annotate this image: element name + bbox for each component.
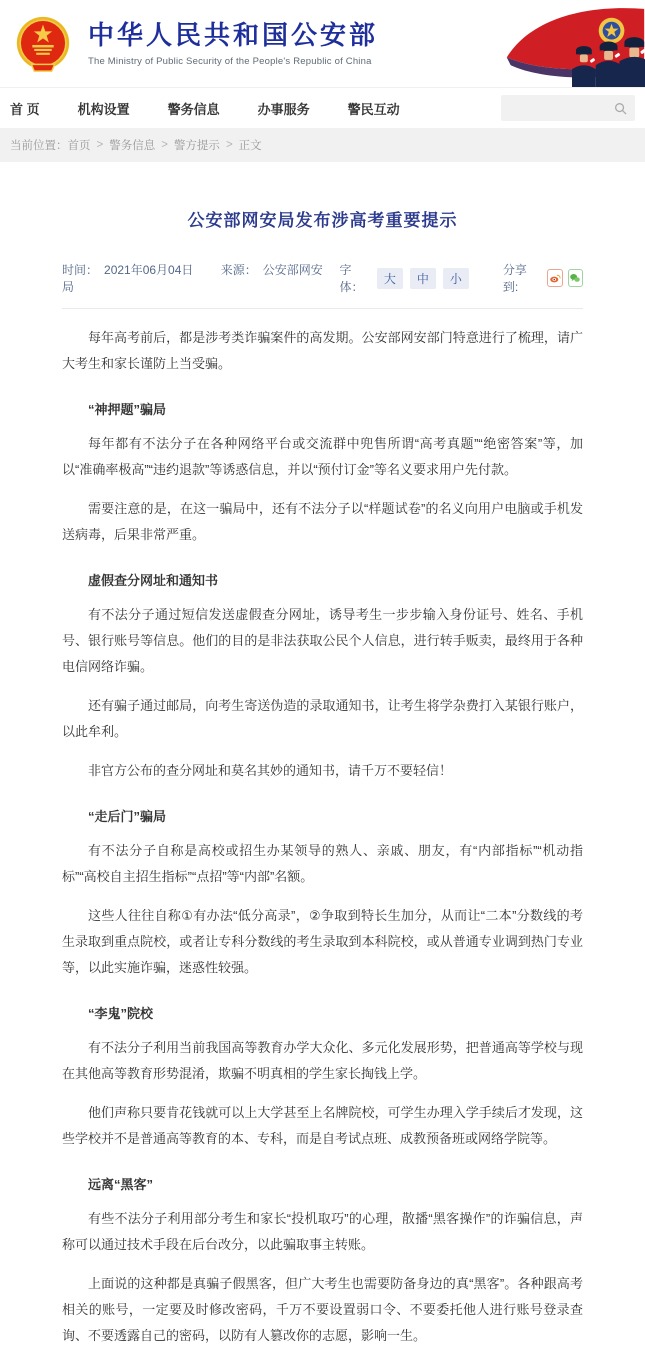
article-paragraph: 还有骗子通过邮局，向考生寄送伪造的录取通知书，让考生将学杂费打入某银行账户，以此牟利。 — [62, 698, 583, 739]
breadcrumb-label: 当前位置： — [10, 140, 68, 152]
section-heading-ligui-schools: “李鬼”院校 — [88, 1006, 154, 1021]
article-title: 公安部网安局发布涉高考重要提示 — [187, 211, 458, 230]
breadcrumb-item-home[interactable]: 首页 — [67, 140, 91, 152]
article-paragraph: 有不法分子通过短信发送虚假查分网址，诱导考生一步步输入身份证号、姓名、手机号、银行账号等信息。他们的目的是非法获取公民个人信息，进行转手贩卖，最终用于各种电信网络诈骗。 — [62, 607, 583, 674]
nav-item-services[interactable]: 办事服务 — [257, 101, 310, 117]
site-title-block — [88, 20, 378, 67]
share-wechat-button[interactable] — [568, 269, 583, 287]
breadcrumb-item-police-info[interactable]: 警务信息 — [109, 140, 156, 152]
article-paragraph: 每年都有不法分子在各种网络平台或交流群中兜售所谓“高考真题”“绝密答案”等，加以“准确率极高”“违约退款”等诱惑信息，并以“预付订金”等名义要求用户先付款。 — [62, 436, 583, 477]
article-meta-left — [62, 261, 340, 295]
article-paragraph: 有不法分子利用当前我国高等教育办学大众化、多元化发展形势，把普通高等学校与现在其他高等教育形势混淆，欺骗不明真相的学生家长掏钱上学。 — [62, 1040, 583, 1081]
breadcrumb — [0, 128, 645, 162]
publish-date: 2021年06月04日 — [104, 263, 194, 277]
site-subtitle: The Ministry of Public Security of the People's Republic of China — [88, 56, 372, 68]
search-icon[interactable] — [614, 102, 627, 115]
section-heading-hackers: 远离“黑客” — [88, 1177, 154, 1192]
breadcrumb-separator: > — [96, 139, 104, 151]
wechat-icon — [569, 272, 581, 284]
source-value: 公安部网安局 — [62, 263, 323, 294]
section-heading-backdoor: “走后门”骗局 — [88, 809, 167, 824]
font-size-label: 字体： — [339, 263, 364, 294]
site-title: 中华人民共和国公安部 — [88, 19, 379, 50]
article-paragraph: 上面说的这种都是真骗子假黑客，但广大考生也需要防备身边的真“黑客”。各种跟高考相关的账号，一定要及时修改密码，千万不要设置弱口令、不要委托他人进行账号登录查询、不要透露自己的密码，以防有人篡改你的志愿，影响一生。 — [62, 1276, 583, 1343]
search-box[interactable] — [501, 95, 635, 121]
nav-item-home[interactable]: 首 页 — [10, 101, 40, 117]
nav-item-organization[interactable]: 机构设置 — [77, 101, 130, 117]
share-label: 分享到: — [502, 263, 527, 294]
nav-item-interaction[interactable]: 警民互动 — [347, 101, 400, 117]
breadcrumb-separator: > — [161, 139, 168, 151]
article — [0, 206, 645, 1349]
main-nav — [0, 88, 645, 128]
nav-item-police-info[interactable]: 警务信息 — [167, 101, 220, 117]
breadcrumb-item-police-tips[interactable]: 警方提示 — [173, 140, 220, 152]
source-label: 来源： — [220, 263, 257, 277]
section-heading-shenyati: “神押题”骗局 — [88, 402, 167, 417]
national-emblem-icon[interactable] — [12, 13, 74, 75]
article-meta — [62, 261, 583, 309]
article-paragraph: 这些人往往自称①有办法“低分高录”，②争取到特长生加分，从而让“二本”分数线的考生录取到重点院校，或者让专科分数线的考生录取到本科院校，或从普通专业调到热门专业等，以此实施诈骗，迷惑性较强。 — [62, 908, 583, 975]
share-weibo-button[interactable] — [547, 269, 562, 287]
site-header — [0, 0, 645, 88]
search-input[interactable] — [509, 101, 614, 115]
article-body — [62, 325, 583, 1349]
article-paragraph: 有些不法分子利用部分考生和家长“投机取巧”的心理，散播“黑客操作”的诈骗信息，声称可以通过技术手段在后台改分，以此骗取事主转账。 — [62, 1211, 583, 1252]
article-paragraph: 他们声称只要肯花钱就可以上大学甚至上名牌院校，可学生办理入学手续后才发现，这些学校并不是普通高等教育的本、专科，而是自考试点班、成教预备班或网络学院等。 — [62, 1105, 583, 1146]
article-paragraph: 每年高考前后，都是涉考类诈骗案件的高发期。公安部网安部门特意进行了梳理，请广大考生和家长谨防上当受骗。 — [62, 330, 583, 371]
font-size-small-button[interactable]: 小 — [443, 268, 469, 289]
article-paragraph: 需要注意的是，在这一骗局中，还有不法分子以“样题试卷”的名义向用户电脑或手机发送病毒，后果非常严重。 — [62, 501, 583, 542]
article-paragraph: 非官方公布的查分网址和莫名其妙的通知书，请千万不要轻信！ — [88, 763, 453, 778]
font-size-large-button[interactable]: 大 — [377, 268, 403, 289]
article-paragraph: 有不法分子自称是高校或招生办某领导的熟人、亲戚、朋友，有“内部指标”“机动指标”“高校自主招生指标”“点招”等“内部”名额。 — [62, 843, 583, 884]
article-meta-right — [340, 261, 583, 295]
breadcrumb-separator: > — [225, 139, 233, 151]
police-banner-image — [500, 0, 645, 87]
weibo-icon — [549, 272, 561, 284]
section-heading-fake-score-sites: 虚假查分网址和通知书 — [88, 573, 219, 588]
breadcrumb-item-current: 正文 — [238, 140, 262, 152]
font-size-medium-button[interactable]: 中 — [410, 268, 436, 289]
time-label: 时间： — [62, 263, 99, 277]
